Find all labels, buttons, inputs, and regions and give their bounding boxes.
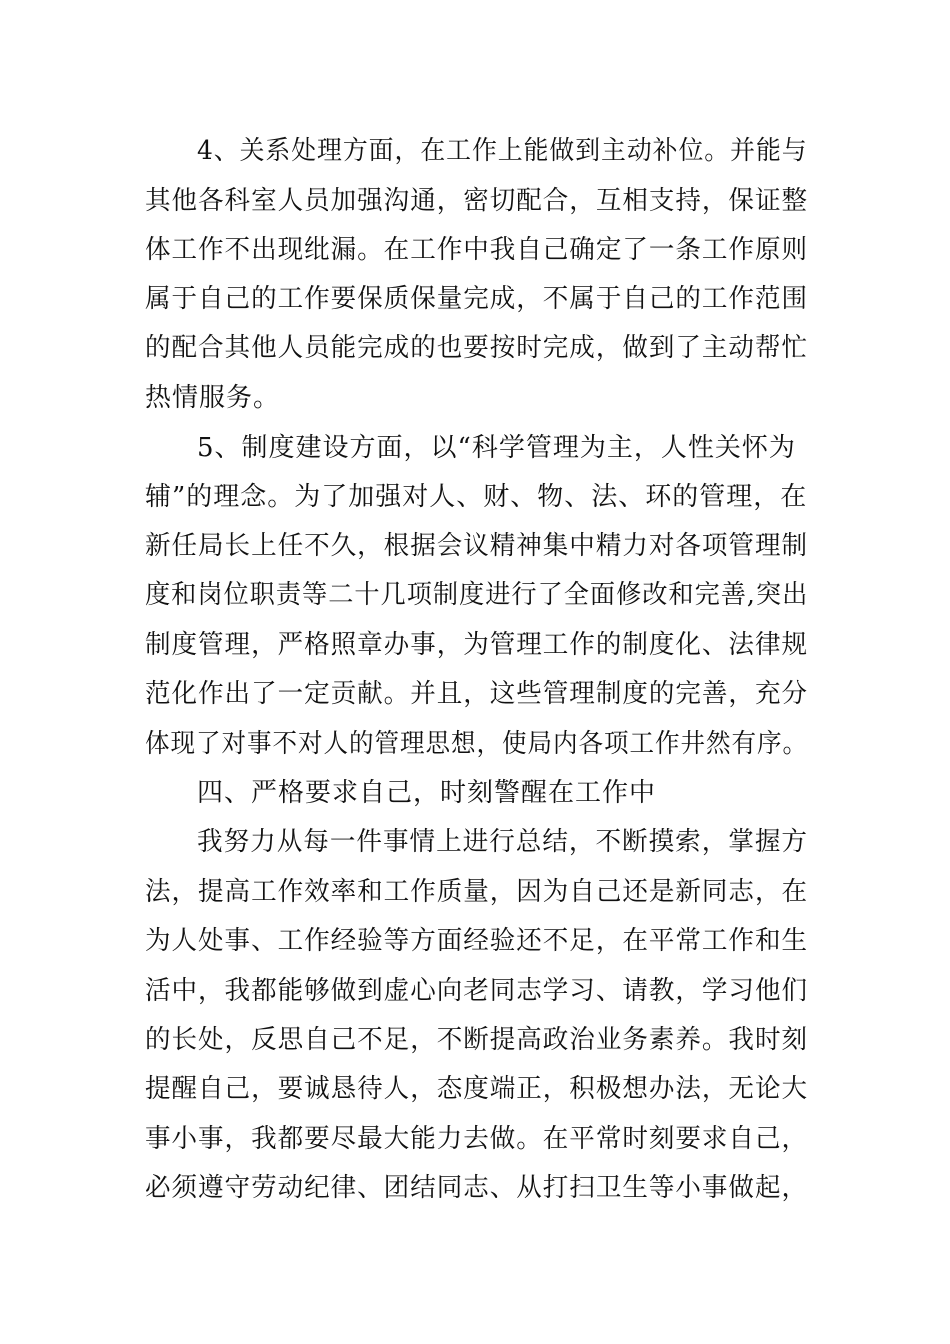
text-line: 5、制度建设方面，以“科学管理为主，人性关怀为 — [197, 433, 796, 463]
text-line: 活中，我都能够做到虚心向老同志学习、请教，学习他们 — [145, 976, 809, 1006]
text-line: 的配合其他人员能完成的也要按时完成，做到了主动帮忙 — [145, 333, 809, 363]
text-line: 体工作不出现纰漏。在工作中我自己确定了一条工作原则 — [145, 235, 809, 265]
text-line: 提醒自己，要诚恳待人，态度端正，积极想办法，无论大 — [145, 1074, 809, 1104]
text-line: 的长处，反思自己不足，不断提高政治业务素养。我时刻 — [145, 1025, 809, 1055]
text-line: 范化作出了一定贡献。并且，这些管理制度的完善，充分 — [145, 679, 809, 709]
text-line: 必须遵守劳动纪律、团结同志、从打扫卫生等小事做起， — [145, 1173, 809, 1203]
text-line: 制度管理，严格照章办事，为管理工作的制度化、法律规 — [145, 630, 809, 660]
section-heading: 四、严格要求自己，时刻警醒在工作中 — [197, 778, 657, 808]
text-line: 度和岗位职责等二十几项制度进行了全面修改和完善,突出 — [145, 580, 809, 610]
text-line: 为人处事、工作经验等方面经验还不足，在平常工作和生 — [145, 926, 809, 956]
text-line: 辅”的理念。为了加强对人、财、物、法、环的管理，在 — [145, 482, 808, 512]
text-line: 体现了对事不对人的管理思想，使局内各项工作井然有序。 — [145, 729, 808, 759]
text-line: 事小事，我都要尽最大能力去做。在平常时刻要求自己， — [145, 1124, 809, 1154]
text-line: 属于自己的工作要保质保量完成，不属于自己的工作范围 — [145, 284, 809, 314]
text-line: 其他各科室人员加强沟通，密切配合，互相支持，保证整 — [145, 186, 809, 216]
text-line: 4、关系处理方面，在工作上能做到主动补位。并能与 — [197, 136, 808, 166]
text-line: 我努力从每一件事情上进行总结，不断摸索，掌握方 — [197, 827, 809, 857]
text-line: 热情服务。 — [145, 383, 281, 413]
text-line: 新任局长上任不久，根据会议精神集中精力对各项管理制 — [145, 531, 809, 561]
text-line: 法，提高工作效率和工作质量，因为自己还是新同志，在 — [145, 877, 809, 907]
